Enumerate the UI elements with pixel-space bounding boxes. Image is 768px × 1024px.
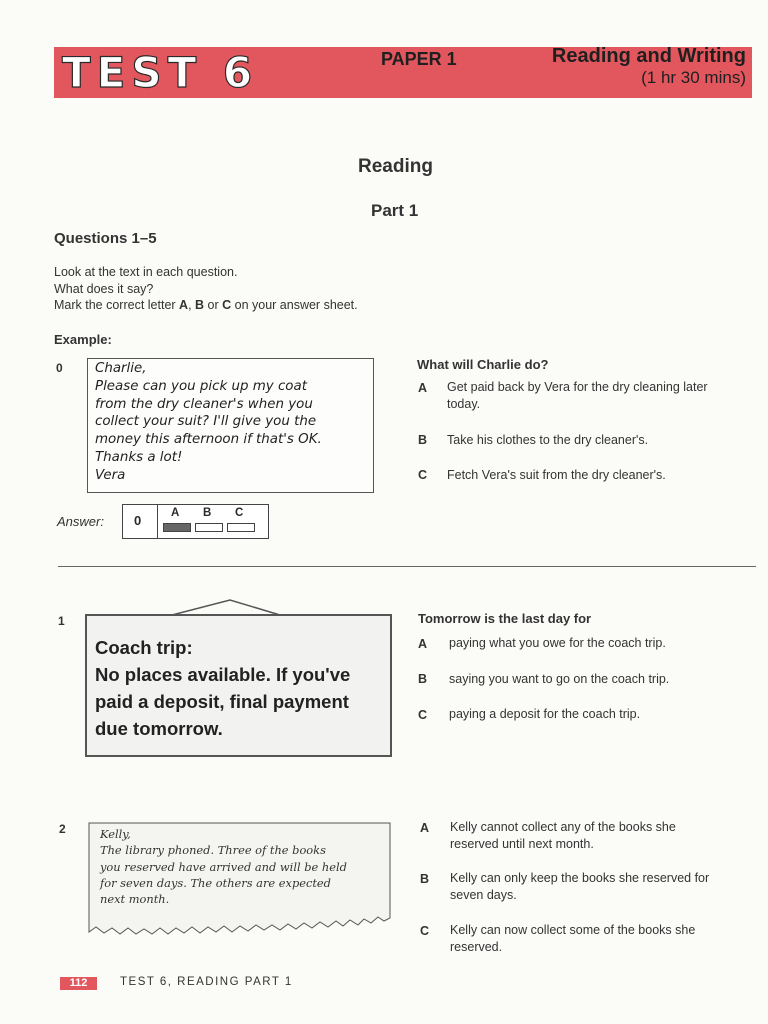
sign-line: paid a deposit, final payment <box>95 691 349 712</box>
q1-option-b-letter: B <box>418 672 428 686</box>
q1-option-a-letter: A <box>418 637 428 651</box>
example-option-b-letter: B <box>418 433 428 447</box>
answer-slot-c[interactable] <box>227 523 255 532</box>
answer-letter-b: B <box>203 507 212 519</box>
q2-option-a-text[interactable]: Kelly cannot collect any of the books she reserved until next month. <box>450 820 676 851</box>
answer-box-divider <box>157 504 158 539</box>
answer-box <box>122 504 269 539</box>
example-option-b-text: Take his clothes to the dry cleaner's. <box>447 433 649 447</box>
q2-option-b-letter: B <box>420 872 430 886</box>
time-label: (1 hr 30 mins) <box>641 68 746 87</box>
q1-option-c-text[interactable]: paying a deposit for the coach trip. <box>449 707 641 721</box>
example-option-c-letter: C <box>418 468 428 482</box>
example-option-a-text: Get paid back by Vera for the dry cleaning later today. <box>447 380 708 411</box>
q2-option-c-text[interactable]: Kelly can now collect some of the books she reserved. <box>450 923 696 954</box>
example-label: Example: <box>54 332 112 347</box>
section-label: Reading and Writing <box>551 45 746 67</box>
example-option-a-letter: A <box>418 381 428 395</box>
q2-option-c-letter: C <box>420 924 430 938</box>
answer-slot-b[interactable] <box>195 523 223 532</box>
instruction-line-1: Look at the text in each question. <box>54 265 238 279</box>
section-title: Reading <box>358 156 433 177</box>
part-title: Part 1 <box>371 201 419 220</box>
q1-option-c-letter: C <box>418 708 428 722</box>
section-divider <box>58 566 756 567</box>
instruction-line-2: What does it say? <box>54 282 154 296</box>
library-note-text: Kelly, The library phoned. Three of the books you reserved have arrived and will be held for seven days. The others are expected next month. <box>100 827 347 907</box>
sign-line: No places available. If you've <box>95 664 351 685</box>
q1-option-a-text[interactable]: paying what you owe for the coach trip. <box>449 636 666 650</box>
page-number: 112 <box>60 977 97 990</box>
paper-label: PAPER 1 <box>381 49 457 69</box>
question-1-number: 1 <box>58 614 65 628</box>
question-1-stem: Tomorrow is the last day for <box>418 611 592 626</box>
answer-letter-c: C <box>235 507 244 519</box>
example-question: What will Charlie do? <box>417 357 549 372</box>
q2-option-b-text[interactable]: Kelly can only keep the books she reserved for seven days. <box>450 871 710 902</box>
answer-label: Answer: <box>57 514 104 529</box>
sign-line: due tomorrow. <box>95 718 223 739</box>
test-title: TEST 6 <box>62 48 259 97</box>
example-number: 0 <box>56 361 63 375</box>
answer-number: 0 <box>134 513 142 528</box>
q2-option-a-letter: A <box>420 821 430 835</box>
instruction-line-3: Mark the correct letter A, B or C on your answer sheet. <box>54 298 358 312</box>
sign-line: Coach trip: <box>95 637 193 658</box>
example-option-c-text: Fetch Vera's suit from the dry cleaner's. <box>447 468 666 482</box>
q1-option-b-text[interactable]: saying you want to go on the coach trip. <box>449 672 670 686</box>
questions-heading: Questions 1–5 <box>54 230 157 247</box>
answer-slot-a[interactable] <box>163 523 191 532</box>
running-footer: TEST 6, READING PART 1 <box>120 976 293 988</box>
answer-letter-a: A <box>171 507 180 519</box>
question-2-number: 2 <box>59 822 66 836</box>
coach-trip-sign-text <box>95 634 385 742</box>
example-note-text: Charlie, Please can you pick up my coat from the dry cleaner's when you collect your suit? I'll give you the money this afternoon if that's OK. Thanks a lot! Vera <box>95 361 322 483</box>
